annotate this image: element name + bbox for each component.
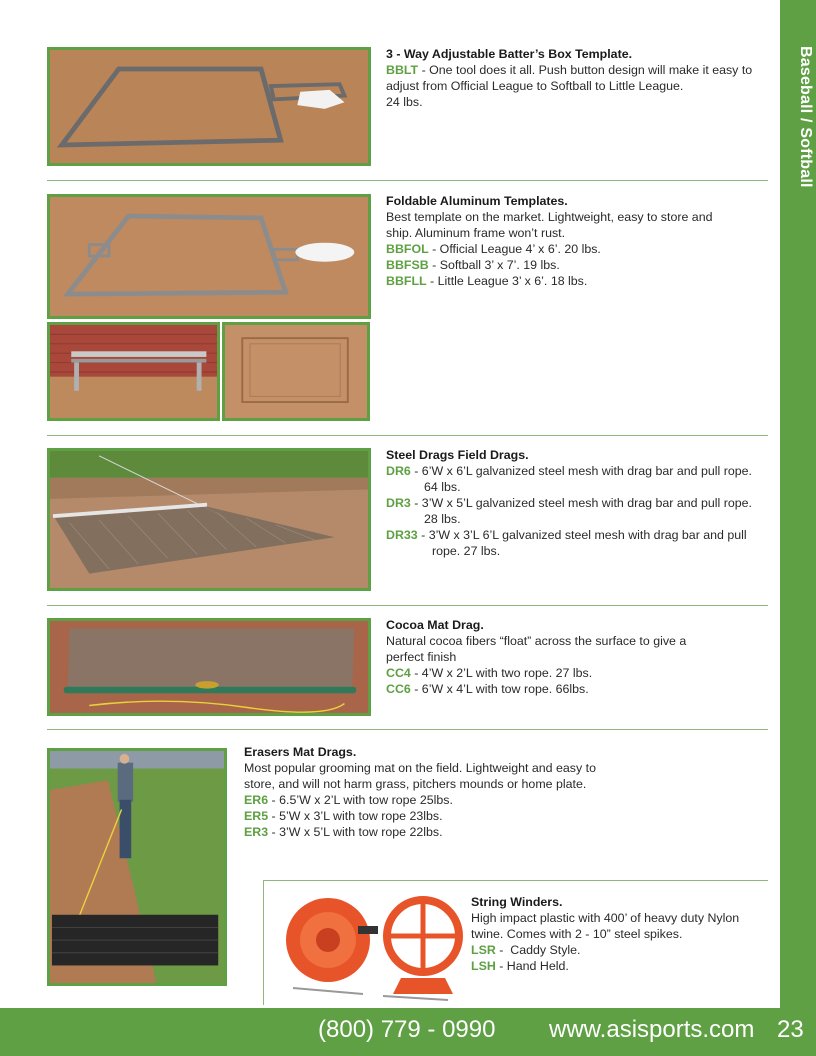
product-foldable-templates	[386, 193, 726, 289]
product-code: BBFSB	[386, 258, 429, 272]
product-detail: - Official League 4’ x 6’. 20 lbs.	[428, 242, 601, 256]
steel-drag-photo	[47, 448, 371, 591]
divider	[47, 180, 768, 181]
product-code: BBFOL	[386, 242, 429, 256]
eraser-mat-photo	[47, 748, 227, 986]
cocoa-mat-photo	[47, 618, 371, 716]
product-title: Foldable Aluminum Templates.	[386, 194, 568, 208]
product-detail: - 6.5’W x 2’L with tow rope 25lbs.	[268, 793, 453, 807]
product-code: LSH	[471, 959, 496, 973]
page-number: 23	[777, 1016, 804, 1043]
product-title: Cocoa Mat Drag.	[386, 618, 484, 632]
product-detail: - 6’W x 6’L galvanized steel mesh with drag bar and pull rope. 64 lbs.	[410, 464, 752, 494]
product-title: String Winders.	[471, 895, 563, 909]
section-label: Baseball / Softball	[797, 46, 814, 188]
product-detail: - Caddy Style.	[495, 943, 581, 957]
footer-website: www.asisports.com	[549, 1016, 755, 1043]
string-winder-photo	[273, 888, 469, 1002]
product-description: Most popular grooming mat on the field. Lightweight and easy to store, and will not harm grass, pitchers mounds or home plate.	[244, 761, 596, 791]
product-code: DR6	[386, 464, 411, 478]
product-code: BBLT	[386, 63, 419, 77]
footer-phone: (800) 779 - 0990	[318, 1016, 496, 1043]
product-cocoa-mat	[386, 617, 726, 697]
foldable-template-photo	[47, 194, 371, 319]
product-code: ER6	[244, 793, 269, 807]
product-detail: - 3’W x 3’L 6’L galvanized steel mesh with drag bar and pull rope. 27 lbs.	[417, 528, 747, 558]
product-detail: - One tool does it all. Push button design will make it easy to adjust from Official League to Softball to Little League.	[386, 63, 753, 93]
product-code: BBFLL	[386, 274, 427, 288]
product-code: LSR	[471, 943, 496, 957]
product-description: Best template on the market. Lightweight, easy to store and ship. Aluminum frame won’t rust.	[386, 210, 713, 240]
product-code: ER3	[244, 825, 269, 839]
product-detail: - 4’W x 2’L with two rope. 27 lbs.	[410, 666, 593, 680]
product-string-winders	[471, 894, 751, 974]
product-detail: - 5’W x 3’L with tow rope 23lbs.	[268, 809, 443, 823]
product-code: DR33	[386, 528, 418, 542]
product-detail: - Hand Held.	[495, 959, 569, 973]
template-bench-photo	[47, 322, 220, 421]
product-weight: 24 lbs.	[386, 95, 423, 109]
divider	[47, 605, 768, 606]
product-code: CC6	[386, 682, 411, 696]
batters-box-template-photo	[47, 47, 371, 166]
template-marking-photo	[222, 322, 370, 421]
product-detail: - Little League 3’ x 6’. 18 lbs.	[426, 274, 588, 288]
product-description: Natural cocoa fibers “float” across the surface to give a perfect finish	[386, 634, 687, 664]
product-title: 3 - Way Adjustable Batter’s Box Template.	[386, 47, 633, 61]
product-code: CC4	[386, 666, 411, 680]
product-title: Steel Drags Field Drags.	[386, 448, 529, 462]
product-detail: - 3’W x 5’L galvanized steel mesh with drag bar and pull rope. 28 lbs.	[410, 496, 752, 526]
footer-bar	[0, 1008, 816, 1056]
product-description: High impact plastic with 400’ of heavy duty Nylon twine. Comes with 2 - 10” steel spikes.	[471, 911, 740, 941]
product-steel-drags	[386, 447, 758, 559]
product-code: DR3	[386, 496, 411, 510]
product-batters-box	[386, 46, 771, 110]
product-detail: - 6’W x 4’L with tow rope. 66lbs.	[410, 682, 589, 696]
divider	[47, 729, 768, 730]
product-title: Erasers Mat Drags.	[244, 745, 357, 759]
product-code: ER5	[244, 809, 269, 823]
product-detail: - Softball 3’ x 7’. 19 lbs.	[428, 258, 560, 272]
product-erasers-mat	[244, 744, 599, 840]
divider	[47, 435, 768, 436]
product-detail: - 3’W x 5’L with tow rope 22lbs.	[268, 825, 443, 839]
